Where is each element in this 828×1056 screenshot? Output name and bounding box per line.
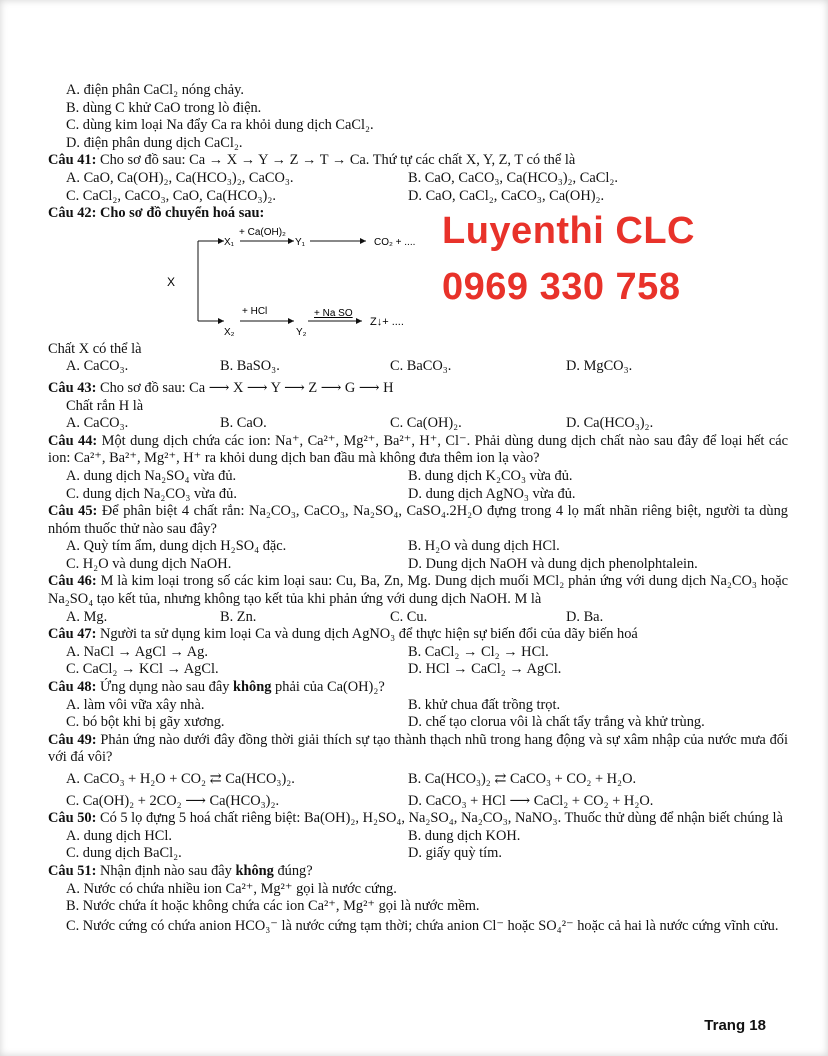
diagram-product-2: Z↓+ .... [370, 315, 404, 328]
question-46 [48, 573, 788, 608]
question-label: Câu 47: [48, 626, 97, 643]
diagram-x2: X₂ [224, 326, 235, 338]
question-41 [48, 152, 788, 170]
question-text: Cho sơ đồ sau: Ca → X → Y → Z → T → Ca. Thứ tự các chất X, Y, Z, T có thể là [96, 152, 576, 169]
option-a: A. làm vôi vữa xây nhà. [66, 696, 205, 713]
option-d: D. Dung dịch NaOH và dung dịch phenolphtalein. [408, 555, 698, 572]
diagram-x: X [167, 274, 176, 289]
option-b: B. CaCl₂ → Cl₂ → HCl. [408, 643, 549, 660]
question-text: Người ta sử dụng kim loại Ca và dung dịch AgNO₃ để thực hiện sự biến đổi của dãy biến hoá [96, 626, 638, 643]
option-d: D. Ca(HCO₃)₂. [566, 415, 654, 432]
diagram-reagent-1: + Ca(OH)₂ [239, 226, 286, 238]
question-51 [48, 863, 788, 881]
option-c: C. Ca(OH)₂. [390, 415, 462, 432]
option-b: B. BaSO₃. [220, 358, 280, 375]
options-row [48, 170, 788, 188]
diagram-x1: X₁ [224, 236, 235, 248]
option-c: C. H₂O và dung dịch NaOH. [66, 555, 232, 572]
option-d: D. Ba. [566, 608, 604, 625]
option-a: A. dung dịch Na₂SO₄ vừa đủ. [66, 467, 237, 484]
options-row [48, 609, 788, 627]
option-a: A. dung dịch HCl. [66, 827, 172, 844]
question-text: Ứng dụng nào sau đây [96, 679, 234, 696]
question-text: M là kim loại trong số các kim loại sau: Cu, Ba, Zn, Mg. Dung dịch muối MCl₂ phản ứng với dung dịch Na₂CO₃ hoặc Na₂SO₄ tạo kết tủa, nhưng không tạo kết tủa khi phản ứng với dung dịch NaOH. M là [48, 573, 788, 608]
question-label: Câu 45: [48, 503, 98, 520]
option-c: C. CaCl₂ → KCl → AgCl. [66, 661, 219, 678]
option-d: D. CaO, CaCl₂, CaCO₃, Ca(OH)₂. [408, 187, 605, 204]
option-c: C. dung dịch BaCl₂. [66, 845, 182, 862]
promo-name: Luyenthi CLC [442, 209, 695, 252]
options-row [48, 486, 788, 504]
option-text: B. dùng C khử CaO trong lò điện. [66, 99, 262, 116]
question-text: Cho sơ đồ chuyển hoá sau: [96, 205, 265, 222]
options-row [48, 556, 788, 574]
document-page [48, 82, 788, 937]
option-d: D. dung dịch AgNO₃ vừa đủ. [408, 485, 576, 502]
question-label: Câu 48: [48, 679, 97, 696]
options-row [48, 188, 788, 206]
diagram-y1: Y₁ [295, 236, 306, 248]
option-b: B. CaO, CaCO₃, Ca(HCO₃)₂, CaCl₂. [408, 169, 618, 186]
option-c: C. bó bột khi bị gãy xương. [66, 714, 225, 731]
question-subtext: Chất rắn H là [66, 397, 144, 414]
option-text: A. điện phân CaCl₂ nóng chảy. [66, 82, 244, 98]
option-d: D. MgCO₃. [566, 358, 633, 375]
option-a: A. CaO, Ca(OH)₂, Ca(HCO₃)₂, CaCO₃. [66, 169, 294, 186]
options-row [48, 661, 788, 679]
option-b: B. Ca(HCO₃)₂ ⇄ CaCO₃ + CO₂ + H₂O. [408, 771, 637, 787]
question-43 [48, 380, 788, 398]
question-label: Câu 41: [48, 152, 97, 169]
question-text: Chất X có thể là [48, 340, 142, 357]
question-47 [48, 626, 788, 644]
options-row [48, 714, 788, 732]
question-emphasis: không [233, 679, 272, 696]
options-row [48, 468, 788, 486]
diagram-reagent-2: + HCl [242, 305, 268, 317]
option-a: A. CaCO₃. [66, 415, 129, 432]
option-d: D. HCl → CaCl₂ → AgCl. [408, 661, 562, 678]
option-b: B. dung dịch K₂CO₃ vừa đủ. [408, 467, 573, 484]
question-45 [48, 503, 788, 538]
option-a: A. NaCl → AgCl → Ag. [66, 643, 208, 660]
option-c: C. Nước cứng có chứa anion HCO₃⁻ là nước cứng tạm thời; chứa anion Cl⁻ hoặc SO₄²⁻ hoặc cả hai là nước cứng vĩnh cửu. [66, 917, 779, 934]
diagram-y2: Y₂ [296, 326, 307, 338]
option-b: B. Nước chứa ít hoặc không chứa các ion Ca²⁺, Mg²⁺ gọi là nước mềm. [66, 898, 480, 915]
question-text: Một dung dịch chứa các ion: Na⁺, Ca²⁺, Mg²⁺, Ba²⁺, H⁺, Cl⁻. Phải dùng dung dịch chất nào sau đây để loại hết các ion: Ca²⁺, Ba²⁺, Mg²⁺, H⁺ ra khỏi dung dịch ban đầu mà không đưa thêm ion lạ vào? [48, 432, 789, 467]
options-row [48, 644, 788, 662]
question-48 [48, 679, 788, 697]
option-b: B. Zn. [220, 608, 257, 625]
question-text: phải của Ca(OH)₂? [271, 679, 385, 696]
option-c: C. CaCl₂, CaCO₃, CaO, Ca(HCO₃)₂. [66, 187, 276, 204]
diagram-reagent-3: + Na SO [314, 307, 353, 319]
option-c: C. Cu. [390, 608, 428, 625]
question-label: Câu 42: [48, 205, 97, 222]
option-a: A. Mg. [66, 608, 108, 625]
option-a: A. Quỳ tím ẩm, dung dịch H₂SO₄ đặc. [66, 538, 287, 555]
option-a: A. CaCO₃ + H₂O + CO₂ ⇄ Ca(HCO₃)₂. [66, 771, 295, 787]
question-text: Cho sơ đồ sau: Ca ⟶ X ⟶ Y ⟶ Z ⟶ G ⟶ H [96, 379, 394, 396]
options-row [48, 793, 788, 811]
option-c: C. BaCO₃. [390, 358, 452, 375]
option-b: B. khử chua đất trồng trọt. [408, 696, 561, 713]
question-50 [48, 810, 788, 828]
question-text: Để phân biệt 4 chất rắn: Na₂CO₃, CaCO₃, Na₂SO₄, CaSO₄.2H₂O đựng trong 4 lọ mất nhãn riêng biệt, người ta dùng nhóm thuốc thử nào sau đây? [48, 503, 788, 537]
question-44 [48, 433, 788, 468]
options-row [48, 828, 788, 846]
option-d: D. giấy quỳ tím. [408, 845, 502, 862]
question-49 [48, 732, 788, 767]
option-c: C. Ca(OH)₂ + 2CO₂ ⟶ Ca(HCO₃)₂. [66, 792, 280, 809]
options-row [48, 415, 788, 433]
question-text: Nhận định nào sau đây [96, 862, 236, 879]
question-label: Câu 46: [48, 573, 97, 590]
diagram-product-1: CO₂ + .... [374, 236, 416, 248]
question-label: Câu 44: [48, 432, 98, 449]
options-row [48, 771, 788, 789]
question-text: Có 5 lọ đựng 5 hoá chất riêng biệt: Ba(OH)₂, H₂SO₄, Na₂SO₄, Na₂CO₃, NaNO₃. Thuốc thử dùng để nhận biết chúng là [96, 810, 783, 827]
page-number: Trang 18 [704, 1017, 766, 1034]
question-label: Câu 51: [48, 862, 97, 879]
options-row [48, 845, 788, 863]
question-label: Câu 50: [48, 810, 97, 827]
question-label: Câu 49: [48, 731, 97, 748]
question-text: Phản ứng nào dưới đây đồng thời giải thích sự tạo thành thạch nhũ trong hang động và sự xâm nhập của nước mưa đối với đá vôi? [48, 731, 788, 766]
option-d: D. CaCO₃ + HCl ⟶ CaCl₂ + CO₂ + H₂O. [408, 792, 654, 809]
option-d: D. chế tạo clorua vôi là chất tẩy trắng và khử trùng. [408, 714, 705, 731]
option-text: D. điện phân dung dịch CaCl₂. [66, 134, 243, 151]
option-b: B. H₂O và dung dịch HCl. [408, 538, 560, 555]
question-emphasis: không [235, 862, 274, 879]
options-row [48, 697, 788, 715]
options-row [48, 358, 788, 376]
option-text: C. dùng kim loại Na đẩy Ca ra khỏi dung dịch CaCl₂. [66, 117, 374, 134]
option-c: C. dung dịch Na₂CO₃ vừa đủ. [66, 485, 237, 502]
options-row [48, 538, 788, 556]
question-text: đúng? [273, 862, 313, 879]
option-a: A. Nước có chứa nhiều ion Ca²⁺, Mg²⁺ gọi là nước cứng. [66, 880, 397, 897]
option-b: B. dung dịch KOH. [408, 827, 521, 844]
option-a: A. CaCO₃. [66, 358, 129, 375]
option-b: B. CaO. [220, 415, 267, 432]
promo-phone: 0969 330 758 [442, 265, 681, 308]
question-label: Câu 43: [48, 379, 97, 396]
